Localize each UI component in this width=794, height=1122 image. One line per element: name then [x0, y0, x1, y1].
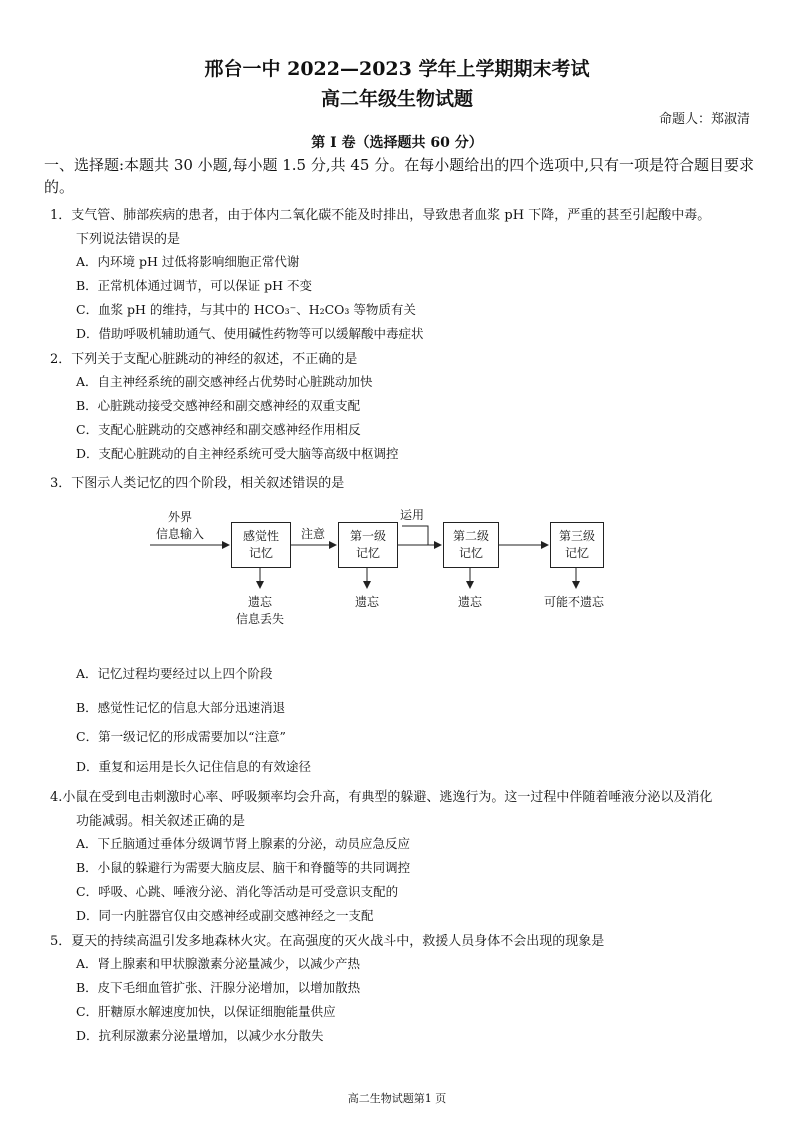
- question-3-option-a: A．记忆过程均要经过以上四个阶段: [76, 666, 273, 681]
- question-2-option-d: D．支配心脏跳动的自主神经系统可受大脑等高级中枢调控: [76, 446, 399, 461]
- forget-label-1-line2: 信息丢失: [235, 612, 284, 626]
- question-5-option-c: C．肝糖原水解速度加快，以保证细胞能量供应: [76, 1004, 336, 1019]
- page-footer: 高二生物试题第1 页: [347, 1092, 447, 1105]
- question-3-option-b: B．感觉性记忆的信息大部分迅速消退: [76, 700, 286, 715]
- input-label-line1: 外界: [167, 510, 192, 524]
- question-2-option-c: C．支配心脏跳动的交感神经和副交感神经作用相反: [76, 422, 361, 437]
- question-2-option-b: B．心脏跳动接受交感神经和副交感神经的双重支配: [76, 398, 361, 413]
- question-3-stem: 3．下图示人类记忆的四个阶段，相关叙述错误的是: [50, 476, 345, 491]
- input-label: [150, 509, 210, 543]
- question-4-option-c: C．呼吸、心跳、唾液分泌、消化等活动是可受意识支配的: [76, 884, 399, 899]
- question-5-option-a: A．肾上腺素和甲状腺激素分泌量减少，以减少产热: [76, 956, 361, 971]
- question-2-option-a: A．自主神经系统的副交感神经占优势时心脏跳动加快: [76, 374, 373, 389]
- question-4-option-a: A．下丘脑通过垂体分级调节肾上腺素的分泌，动员应急反应: [76, 836, 411, 851]
- box4-line1: 第三级: [558, 529, 595, 543]
- box1-line2: 记忆: [248, 546, 273, 560]
- question-1-option-b: B．正常机体通过调节，可以保证 pH 不变: [76, 278, 313, 293]
- box2-line2: 记忆: [355, 546, 380, 560]
- input-label-line2: 信息输入: [155, 527, 204, 541]
- question-1-option-a: A．内环境 pH 过低将影响细胞正常代谢: [76, 254, 300, 269]
- section-heading: 一、选择题:本题共 30 小题,每小题 1.5 分,共 45 分。在每小题给出的四个选项中,只有一项是符合题目要求的。: [44, 156, 754, 196]
- use-loop-arrow: [420, 526, 428, 545]
- box3-line2: 记忆: [458, 546, 483, 560]
- retain-label-4: 可能不遗忘: [543, 595, 604, 609]
- question-3-option-c: C．第一级记忆的形成需要加以“注意”: [76, 729, 286, 744]
- question-1-stem-line2: 下列说法错误的是: [76, 232, 181, 247]
- question-4-stem-line2: 功能减弱。相关叙述正确的是: [76, 814, 246, 829]
- question-1-option-c: C．血浆 pH 的维持，与其中的 HCO₃⁻、H₂CO₃ 等物质有关: [76, 302, 416, 317]
- sensory-memory-box: [231, 522, 291, 568]
- question-5-stem: 5．夏天的持续高温引发多地森林火灾。在高强度的灭火战斗中，救援人员身体不会出现的现象是: [50, 934, 605, 949]
- forget-label-1: [225, 594, 295, 628]
- question-5-option-d: D．抗利尿激素分泌量增加，以减少水分散失: [76, 1028, 324, 1043]
- forget-label-1-line1: 遗忘: [247, 595, 272, 609]
- question-5-option-b: B．皮下毛细血管扩张、汗腺分泌增加，以增加散热: [76, 980, 361, 995]
- question-4-option-d: D．同一内脏器官仅由交感神经或副交感神经之一支配: [76, 908, 374, 923]
- forget-label-3: 遗忘: [457, 595, 482, 609]
- use-label: 运用: [399, 508, 424, 522]
- box1-line1: 感觉性: [242, 529, 279, 543]
- question-4-option-b: B．小鼠的躲避行为需要大脑皮层、脑干和脊髓等的共同调控: [76, 860, 411, 875]
- question-3-option-d: D．重复和运用是长久记住信息的有效途径: [76, 759, 312, 774]
- exam-title: 邢台一中 2022—2023 学年上学期期末考试: [204, 58, 590, 80]
- box4-line2: 记忆: [564, 546, 589, 560]
- second-level-memory-box: [443, 522, 499, 568]
- question-2-stem: 2．下列关于支配心脏跳动的神经的叙述，不正确的是: [50, 352, 358, 367]
- exam-subtitle: 高二年级生物试题: [320, 88, 473, 110]
- question-4-stem-line1: 4.小鼠在受到电击刺激时心率、呼吸频率均会升高，有典型的躲避、逃逸行为。这一过程中伴随着唾液分泌以及消化: [50, 790, 713, 805]
- author-line: 命题人：郑淑清: [658, 112, 750, 127]
- question-1-stem-line1: 1．支气管、肺部疾病的患者，由于体内二氧化碳不能及时排出，导致患者血浆 pH 下降，严重的甚至引起酸中毒。: [50, 208, 711, 223]
- third-level-memory-box: [550, 522, 604, 568]
- volume-heading: 第 I 卷（选择题共 60 分）: [311, 135, 483, 151]
- first-level-memory-box: [338, 522, 398, 568]
- box2-line1: 第一级: [349, 529, 386, 543]
- question-1-option-d: D．借助呼吸机辅助通气、使用碱性药物等可以缓解酸中毒症状: [76, 326, 424, 341]
- attention-label: 注意: [300, 527, 325, 541]
- forget-label-2: 遗忘: [354, 595, 379, 609]
- box3-line1: 第二级: [452, 529, 489, 543]
